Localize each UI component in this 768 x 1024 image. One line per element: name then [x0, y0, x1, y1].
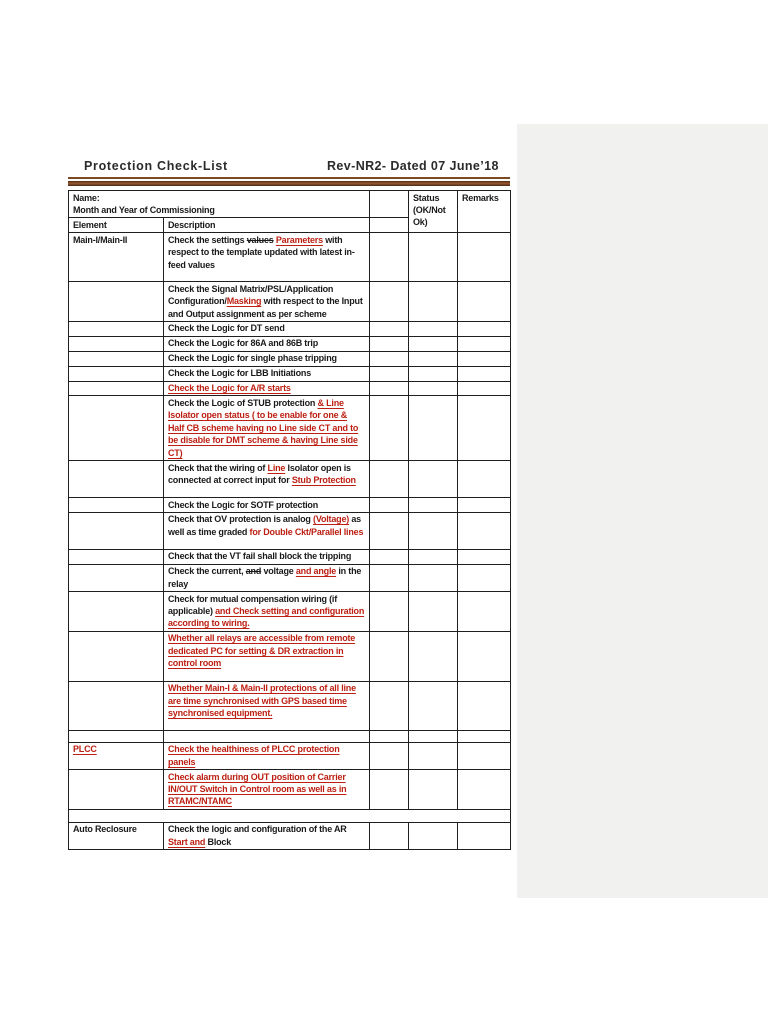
description-cell: [164, 770, 370, 810]
remarks-cell: [458, 681, 511, 730]
spacer-cell: [370, 366, 409, 381]
description-cell: [164, 351, 370, 366]
remarks-cell: [458, 381, 511, 396]
description-cell: [164, 282, 370, 322]
description-cell: [164, 730, 370, 742]
description-cell: [164, 822, 370, 849]
text-segment: Main-I/Main-II: [73, 234, 128, 245]
status-cell: [409, 351, 458, 366]
description-cell: [164, 381, 370, 396]
status-cell: [409, 282, 458, 322]
text-segment: Check the Logic of STUB protection: [168, 397, 318, 408]
text-segment: Whether all relays are accessible from remote dedicated PC for setting & DR extraction in control room: [168, 633, 356, 669]
header-rule-thick: [68, 181, 510, 186]
remarks-cell: [458, 631, 511, 681]
element-cell: [69, 631, 164, 681]
header-rule-thin: [68, 177, 510, 179]
table-row: [69, 730, 511, 742]
element-cell: [69, 233, 164, 282]
spacer-cell: [370, 351, 409, 366]
spacer-cell: [370, 730, 409, 742]
text-segment: Check the Logic for LBB Initiations: [168, 368, 312, 379]
status-cell: [409, 549, 458, 564]
remarks-cell: [458, 564, 511, 591]
text-segment: Check the healthiness of PLCC protection panels: [168, 744, 340, 767]
remarks-cell: [458, 336, 511, 351]
table-row: [69, 631, 511, 681]
remarks-cell: [458, 498, 511, 513]
spacer-cell: [370, 321, 409, 336]
element-cell: [69, 336, 164, 351]
text-segment: values: [246, 234, 274, 245]
revision-label: Rev-NR2- Dated 07 June’18: [327, 159, 499, 173]
description-cell: [164, 564, 370, 591]
spacer-cell: [370, 498, 409, 513]
text-segment: Parameters: [275, 234, 323, 245]
element-cell: [69, 282, 164, 322]
element-cell: [69, 512, 164, 549]
element-cell: [69, 770, 164, 810]
text-segment: Check the Logic for DT send: [168, 323, 285, 334]
spacer-cell: [370, 218, 409, 233]
element-cell: [69, 730, 164, 742]
page-title: Protection Check-List: [84, 159, 228, 173]
spacer-cell: [370, 233, 409, 282]
text-segment: and Check setting and configuration according to wiring.: [168, 606, 365, 629]
spacer-cell: [370, 512, 409, 549]
table-row: [69, 822, 511, 849]
description-cell: [164, 512, 370, 549]
table-row: [69, 381, 511, 396]
text-segment: for Double Ckt/Parallel lines: [249, 526, 364, 537]
text-segment: with respect to the Input and Output assignment as per scheme: [168, 296, 363, 319]
remarks-cell: [458, 592, 511, 632]
description-cell: [164, 549, 370, 564]
text-segment: with respect to the template updated with latest in-feed values: [168, 234, 355, 270]
status-cell: [409, 730, 458, 742]
text-segment: & Line Isolator open status ( to be enable for one & Half CB scheme having no Line side CT and to be disable for DMT scheme & having Line side CT): [168, 397, 359, 458]
table-row: [69, 549, 511, 564]
text-segment: Check the settings: [168, 234, 247, 245]
remarks-column-header: Remarks: [458, 191, 511, 233]
element-cell: [69, 461, 164, 498]
remarks-cell: [458, 770, 511, 810]
name-cell: [69, 191, 370, 218]
spacer-cell: [370, 381, 409, 396]
status-cell: [409, 366, 458, 381]
spacer-cell: [370, 191, 409, 218]
status-cell: [409, 592, 458, 632]
table-row: [69, 321, 511, 336]
description-cell: [164, 498, 370, 513]
element-cell: [69, 366, 164, 381]
description-cell: [164, 631, 370, 681]
element-cell: [69, 396, 164, 461]
text-segment: Check the Logic for single phase tripping: [168, 353, 337, 364]
description-cell: [164, 396, 370, 461]
spacer-cell: [370, 396, 409, 461]
description-cell: [164, 321, 370, 336]
spacer-cell: [370, 770, 409, 810]
separator-row: [69, 809, 511, 822]
element-cell: [69, 381, 164, 396]
status-cell: [409, 681, 458, 730]
element-cell: [69, 321, 164, 336]
remarks-cell: [458, 233, 511, 282]
text-segment: Whether Main-I & Main-II protections of all line are time synchronised with GPS based time synchronised equipment.: [168, 683, 356, 719]
text-segment: and: [245, 566, 262, 577]
status-cell: [409, 770, 458, 810]
table-row: [69, 233, 511, 282]
status-cell: [409, 461, 458, 498]
text-segment: Check the logic and configuration of the AR: [168, 824, 347, 835]
table-row: [69, 351, 511, 366]
status-cell: [409, 233, 458, 282]
description-cell: [164, 461, 370, 498]
remarks-cell: [458, 282, 511, 322]
text-segment: Check the Signal Matrix/PSL/Application Configuration/: [168, 283, 334, 307]
status-cell: [409, 321, 458, 336]
text-segment: Check the current,: [168, 566, 246, 577]
spacer-cell: [370, 631, 409, 681]
table-row: [69, 396, 511, 461]
remarks-cell: [458, 512, 511, 549]
spacer-cell: [370, 681, 409, 730]
text-segment: PLCC: [73, 744, 97, 755]
remarks-cell: [458, 351, 511, 366]
table-row: [69, 512, 511, 549]
table-row: [69, 366, 511, 381]
description-column-header: Description: [164, 218, 370, 233]
text-segment: Auto Reclosure: [73, 824, 137, 835]
element-cell: [69, 564, 164, 591]
spacer-cell: [370, 564, 409, 591]
spacer-cell: [370, 742, 409, 769]
text-segment: (Voltage): [313, 514, 350, 525]
spacer-cell: [370, 822, 409, 849]
description-cell: [164, 233, 370, 282]
spacer-cell: [370, 592, 409, 632]
table-row: [69, 336, 511, 351]
remarks-cell: [458, 321, 511, 336]
spacer-cell: [370, 282, 409, 322]
element-cell: [69, 549, 164, 564]
description-cell: [164, 366, 370, 381]
text-segment: Check that the VT fail shall block the tripping: [168, 551, 352, 562]
text-segment: Check the Logic for A/R starts: [168, 383, 291, 394]
element-column-header: Element: [69, 218, 164, 233]
status-cell: [409, 512, 458, 549]
table-row: [69, 282, 511, 322]
remarks-cell: [458, 396, 511, 461]
remarks-cell: [458, 461, 511, 498]
text-segment: in the relay: [168, 566, 362, 589]
table-row: [69, 461, 511, 498]
side-panel: [517, 124, 768, 898]
text-segment: and angle: [295, 566, 337, 577]
status-cell: [409, 396, 458, 461]
text-segment: Check that OV protection is analog: [168, 514, 314, 525]
table-row: [69, 498, 511, 513]
description-cell: [164, 336, 370, 351]
table-row: [69, 592, 511, 632]
text-segment: Check that the wiring of: [168, 462, 268, 473]
description-cell: [164, 592, 370, 632]
element-cell: [69, 498, 164, 513]
status-cell: [409, 742, 458, 769]
element-cell: [69, 822, 164, 849]
status-cell: [409, 822, 458, 849]
commissioning-label: Month and Year of Commissioning: [73, 204, 215, 215]
text-segment: Stub Protection: [291, 474, 356, 485]
remarks-cell: [458, 742, 511, 769]
table-row: [69, 564, 511, 591]
remarks-cell: [458, 730, 511, 742]
status-cell: [409, 498, 458, 513]
separator-cell: [69, 809, 511, 822]
status-cell: [409, 631, 458, 681]
spacer-cell: [370, 461, 409, 498]
table-header-name-row: [69, 191, 511, 218]
remarks-cell: [458, 549, 511, 564]
status-column-header: Status (OK/Not Ok): [409, 191, 458, 233]
element-cell: [69, 681, 164, 730]
description-cell: [164, 742, 370, 769]
text-segment: Isolator open is connected at correct input for: [168, 462, 351, 485]
description-cell: [164, 681, 370, 730]
text-segment: Check for mutual compensation wiring (if applicable): [168, 593, 338, 617]
table-row: [69, 770, 511, 810]
element-cell: [69, 592, 164, 632]
status-cell: [409, 336, 458, 351]
text-segment: Masking: [226, 296, 262, 307]
remarks-cell: [458, 366, 511, 381]
status-cell: [409, 564, 458, 591]
spacer-cell: [370, 336, 409, 351]
text-segment: Block: [205, 836, 232, 847]
text-segment: Check the Logic for 86A and 86B trip: [168, 338, 318, 349]
text-segment: as well as time graded: [168, 514, 361, 537]
text-segment: voltage: [261, 566, 296, 577]
text-segment: Start and: [168, 836, 206, 847]
table-row: [69, 742, 511, 769]
text-segment: Check alarm during OUT position of Carrier IN/OUT Switch in Control room as well as in RTAMC/NTAMC: [168, 771, 347, 807]
name-label: Name:: [73, 192, 100, 203]
table-row: [69, 681, 511, 730]
text-segment: Check the Logic for SOTF protection: [168, 499, 319, 510]
status-cell: [409, 381, 458, 396]
element-cell: [69, 351, 164, 366]
element-cell: [69, 742, 164, 769]
remarks-cell: [458, 822, 511, 849]
text-segment: Line: [267, 462, 286, 473]
spacer-cell: [370, 549, 409, 564]
table-body: [69, 191, 511, 850]
checklist-table: [68, 190, 511, 850]
